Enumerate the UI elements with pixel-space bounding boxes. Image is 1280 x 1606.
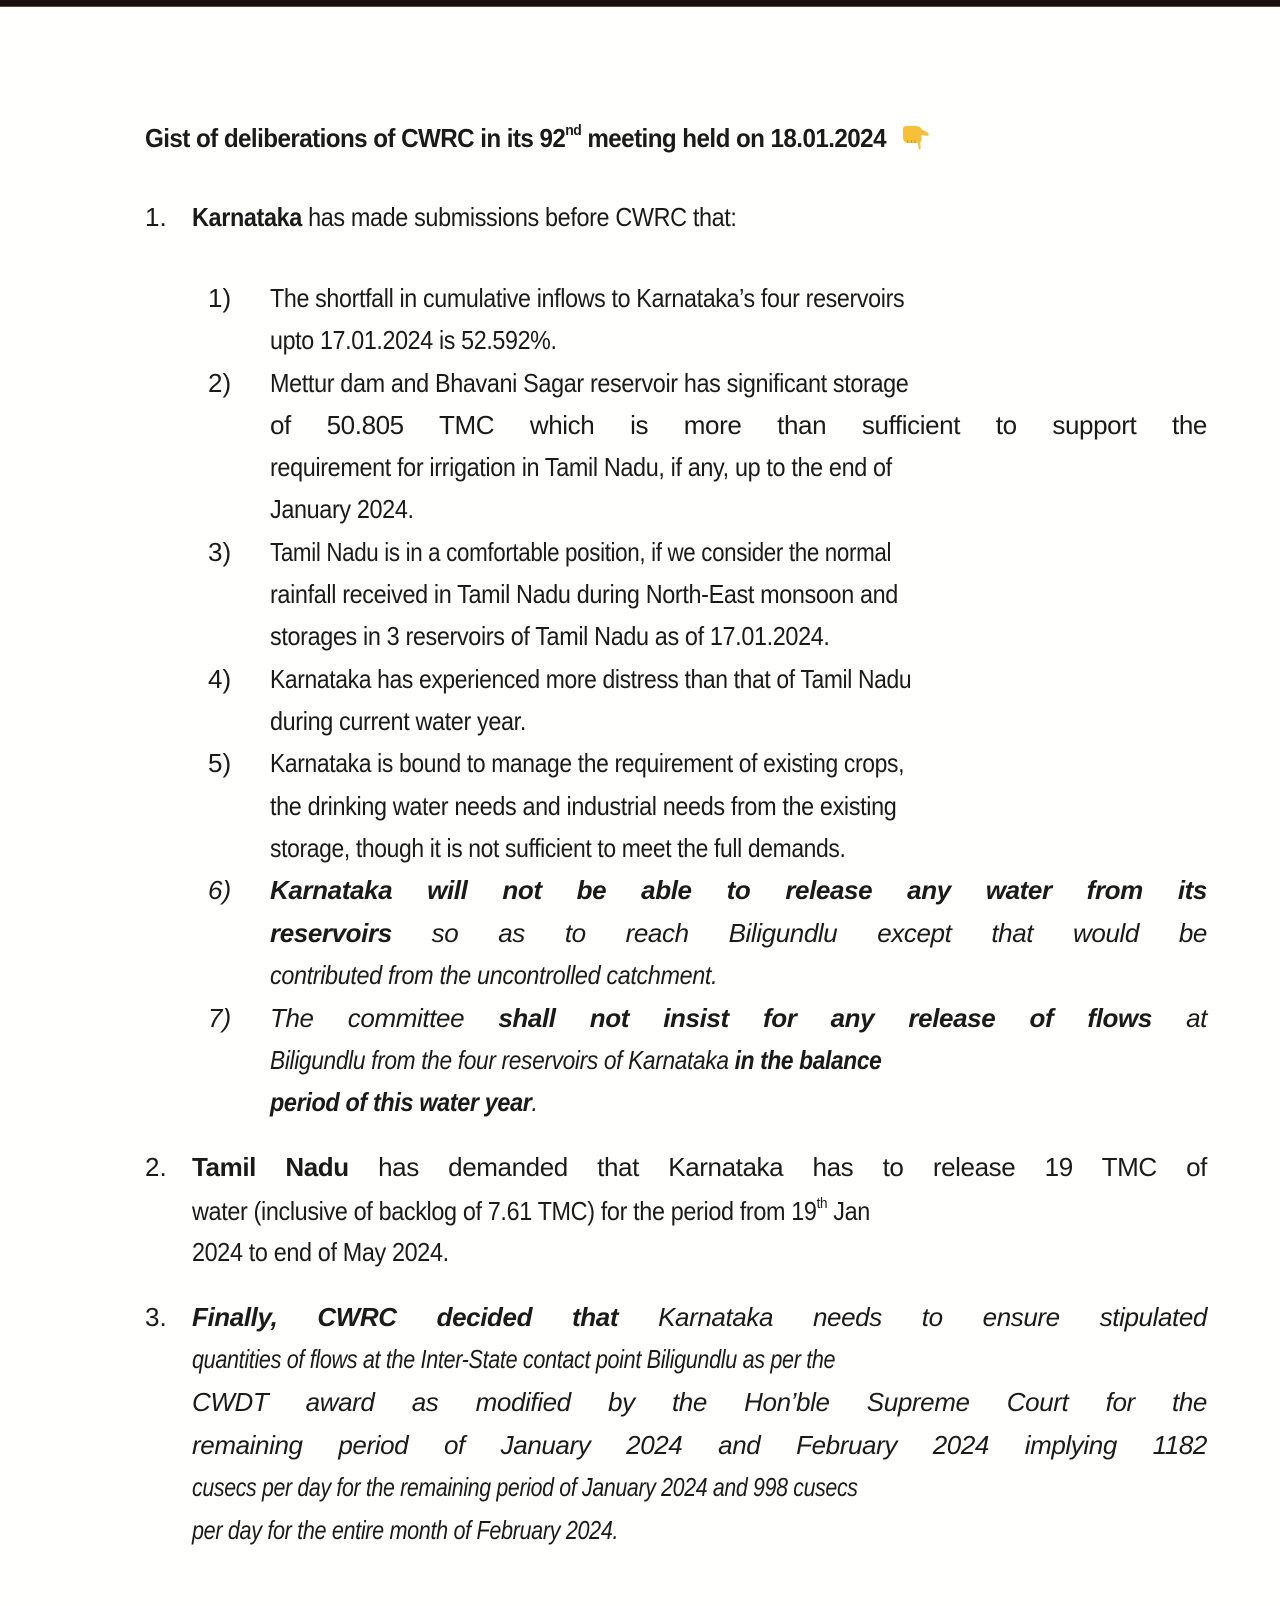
section-2-line: 2024 to end of May 2024. [192,1237,449,1267]
item-2-line: January 2024. [270,494,414,524]
item-6-line: reservoirs so as to reach Biligundlu except that would be [270,918,1207,948]
item-1-line: The shortfall in cumulative inflows to Karnataka’s four reservoirs [270,283,905,313]
item-3-line: Tamil Nadu is in a comfortable position, if we consider the normal [270,537,892,567]
item-number: 3) [208,537,232,567]
section-2-line: water (inclusive of backlog of 7.61 TMC) for the period from 19th Jan [192,1195,870,1226]
item-3-line: storages in 3 reservoirs of Tamil Nadu as of 17.01.2024. [270,621,830,651]
item-5-line: storage, though it is not sufficient to meet the full demands. [270,833,846,863]
item-1-line: upto 17.01.2024 is 52.592%. [270,325,557,355]
item-4-line: Karnataka has experienced more distress than that of Tamil Nadu [270,664,912,694]
item-number: 6) [208,875,232,905]
item-3-line: rainfall received in Tamil Nadu during North-East monsoon and [270,579,898,609]
section-3-line: cusecs per day for the remaining period of January 2024 and 998 cusecs [192,1472,858,1502]
item-4-line: during current water year. [270,706,526,736]
item-6-line: Karnataka will not be able to release any water from its [270,875,1207,905]
item-5-line: Karnataka is bound to manage the requirement of existing crops, [270,748,905,778]
item-number: 1) [208,283,232,313]
item-7-line: Biligundlu from the four reservoirs of Karnataka in the balance [270,1045,882,1075]
section-3-line: remaining period of January 2024 and February 2024 implying 1182 [192,1430,1207,1460]
item-6-line: contributed from the uncontrolled catchment. [270,960,718,990]
item-2-line: Mettur dam and Bhavani Sagar reservoir has significant storage [270,368,909,398]
item-number: 5) [208,748,232,778]
section-2-line: Tamil Nadu has demanded that Karnataka has to release 19 TMC of [192,1152,1208,1182]
section-number: 3. [145,1302,167,1332]
item-number: 2) [208,368,232,398]
item-2-line: requirement for irrigation in Tamil Nadu, if any, up to the end of [270,452,892,482]
item-number: 7) [208,1003,232,1033]
section-number: 1. [145,202,167,232]
item-7-line: period of this water year. [270,1087,538,1117]
page-title: Gist of deliberations of CWRC in its 92nd meeting held on 18.01.2024 [145,122,931,154]
item-5-line: the drinking water needs and industrial needs from the existing [270,791,897,821]
section-number: 2. [145,1152,167,1182]
backhand-pointing-right-icon [900,123,932,151]
item-2-line: of 50.805 TMC which is more than sufficient to support the [270,410,1207,440]
section-3-line: quantities of flows at the Inter-State contact point Biligundlu as per the [192,1344,836,1374]
section-1-lead: Karnataka has made submissions before CWRC that: [192,202,737,232]
item-7-line: The committee shall not insist for any release of flows at [270,1003,1207,1033]
section-3-line: per day for the entire month of February 2024. [192,1515,619,1545]
section-3-line: Finally, CWRC decided that Karnataka needs to ensure stipulated [192,1302,1207,1332]
item-number: 4) [208,664,232,694]
section-3-line: CWDT award as modified by the Hon’ble Supreme Court for the [192,1387,1207,1417]
